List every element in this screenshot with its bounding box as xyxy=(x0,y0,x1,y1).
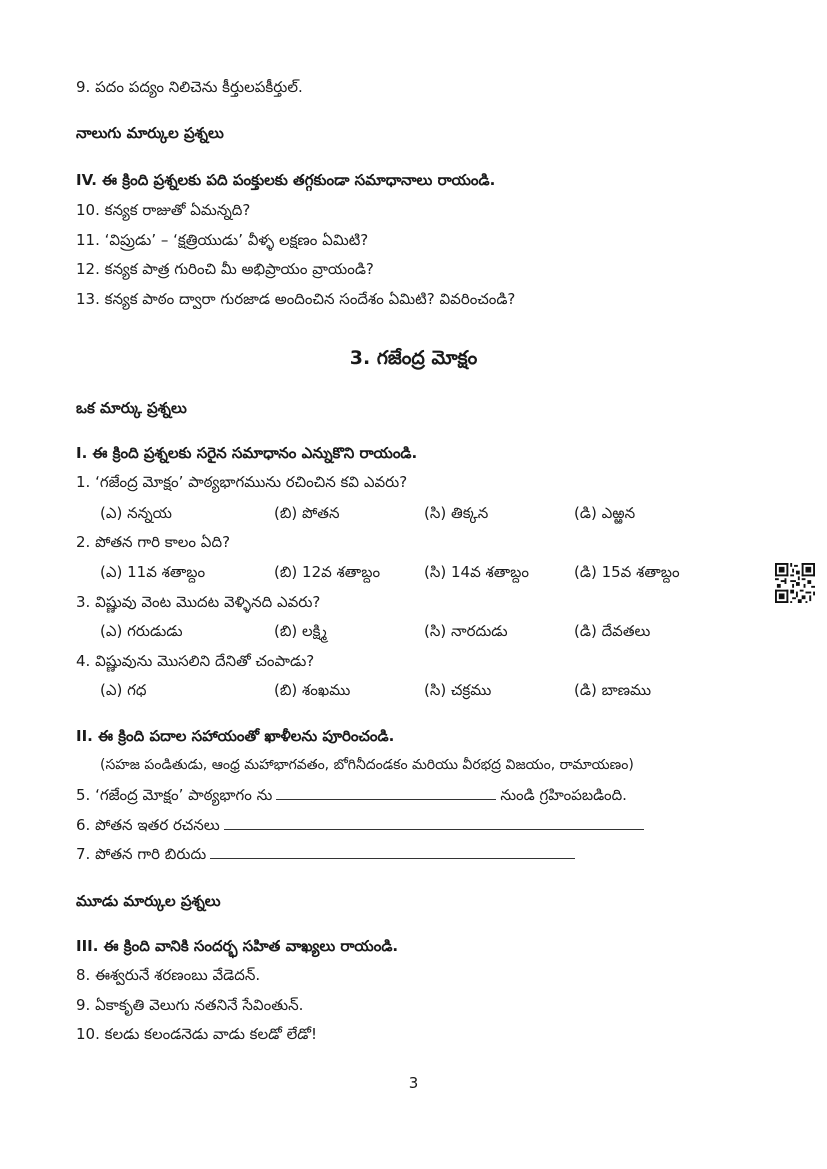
instruction-iii: III. ఈ క్రింది వానికి సందర్భ సహిత వాఖ్యలు రాయండి. xyxy=(76,937,399,955)
context-question-9: 9. ఏకాకృతి వెలుగు నతనినే సేవింతున్. xyxy=(76,996,304,1014)
fill-blank-7 xyxy=(76,844,579,864)
mcq-1-option-c: (సి) తిక్కన xyxy=(424,504,489,522)
mcq-4-option-b: (బి) శంఖము xyxy=(274,681,351,699)
mcq-question-3: 3. విష్ణువు వెంట మొదట వెళ్ళినది ఎవరు? xyxy=(76,593,321,611)
instruction-iv: IV. ఈ క్రింది ప్రశ్నలకు పది పంక్తులకు తగ్గకుండా సమాధానాలు రాయండి. xyxy=(76,171,496,189)
mcq-2-option-b: (బి) 12వ శతాబ్దం xyxy=(274,563,381,581)
question-12: 12. కన్యక పాత్ర గురించి మీ అభిప్రాయం వ్రాయండి? xyxy=(76,260,374,278)
mcq-question-1: 1. ‘గజేంద్ర మోక్షం’ పాఠ్యభాగమును రచించిన కవి ఎవరు? xyxy=(76,473,408,491)
section-heading-one-mark: ఒక మార్కు ప్రశ్నలు xyxy=(76,399,187,417)
question-10: 10. కన్యక రాజుతో ఏమన్నది? xyxy=(76,201,251,219)
mcq-4-option-c: (సి) చక్రము xyxy=(424,681,492,699)
fill-blank-6-pre: 6. పోతన ఇతర రచనలు xyxy=(76,816,220,834)
mcq-1-option-b: (బి) పోతన xyxy=(274,504,340,522)
instruction-ii: II. ఈ క్రింది పదాల సహాయంతో ఖాళీలను పూరించండి. xyxy=(76,727,395,745)
answer-blank-7[interactable] xyxy=(210,846,575,859)
mcq-question-4: 4. విష్ణువును మొసలిని దేనితో చంపాడు? xyxy=(76,652,315,670)
mcq-2-option-c: (సి) 14వ శతాబ్దం xyxy=(424,563,530,581)
answer-blank-6[interactable] xyxy=(224,817,644,830)
mcq-3-option-a: (ఎ) గరుడుడు xyxy=(100,622,183,640)
question-13: 13. కన్యక పాఠం ద్వారా గురజాడ అందించిన సందేశం ఏమిటి? వివరించండి? xyxy=(76,290,516,308)
mcq-2-option-d: (డి) 15వ శతాబ్దం xyxy=(574,563,680,581)
fill-blank-5-post: నుండి గ్రహింపబడింది. xyxy=(500,786,627,804)
mcq-question-2: 2. పోతన గారి కాలం ఏది? xyxy=(76,533,231,551)
question-11: 11. ‘విప్రుడు’ – ‘క్షత్రియుడు’ వీళ్ళ లక్షణం ఏమిటి? xyxy=(76,231,369,249)
mcq-4-option-a: (ఎ) గధ xyxy=(100,681,147,699)
section-heading-three-marks: మూడు మార్కుల ప్రశ్నలు xyxy=(76,892,221,910)
mcq-3-option-c: (సి) నారదుడు xyxy=(424,622,508,640)
context-question-8: 8. ఈశ్వరునే శరణంబు వేడెదన్. xyxy=(76,966,261,984)
chapter-title: 3. గజేంద్ర మోక్షం xyxy=(349,347,478,369)
word-hint: (సహజ పండితుడు, ఆంధ్ర మహాభాగవతం, బోగినీదండకం మరియు వీరభద్ర విజయం, రామాయణం) xyxy=(100,757,634,773)
mcq-2-option-a: (ఎ) 11వ శతాబ్దం xyxy=(100,563,206,581)
qr-code-icon xyxy=(775,563,815,603)
answer-blank-5[interactable] xyxy=(276,787,496,800)
instruction-i: I. ఈ క్రింది ప్రశ్నలకు సరైన సమాధానం ఎన్నుకొని రాయండి. xyxy=(76,444,418,462)
context-question-10: 10. కలడు కలండనెడు వాడు కలడో లేడో! xyxy=(76,1025,318,1043)
fill-blank-5 xyxy=(76,785,627,805)
mcq-3-option-b: (బి) లక్ష్మి xyxy=(274,622,327,640)
mcq-4-option-d: (డి) బాణము xyxy=(574,681,652,699)
mcq-3-option-d: (డి) దేవతలు xyxy=(574,622,651,640)
fill-blank-6 xyxy=(76,815,648,835)
mcq-1-option-a: (ఎ) నన్నయ xyxy=(100,504,172,522)
fill-blank-5-pre: 5. ‘గజేంద్ర మోక్షం’ పాఠ్యభాగం ను xyxy=(76,786,273,804)
question-9-top: 9. పదం పద్యం నిలిచెను కీర్తులపకీర్తుల్. xyxy=(76,78,303,96)
section-heading-four-marks: నాలుగు మార్కుల ప్రశ్నలు xyxy=(76,124,224,142)
fill-blank-7-pre: 7. పోతన గారి బిరుదు xyxy=(76,845,207,863)
mcq-1-option-d: (డి) ఎఱ్ఱన xyxy=(574,504,636,522)
page-number: 3 xyxy=(408,1074,419,1092)
